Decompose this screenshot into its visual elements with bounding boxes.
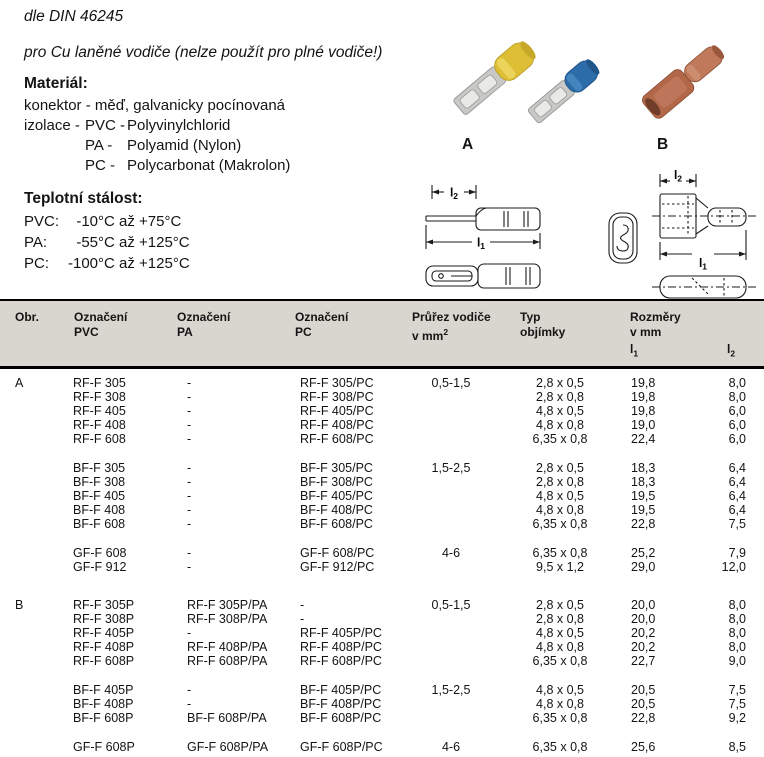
cell-obr [0, 683, 59, 697]
table-row [0, 612, 764, 626]
cell-pa: - [187, 683, 192, 697]
cell-obr [0, 404, 59, 418]
cell-typ: 4,8 x 0,8 [536, 503, 584, 517]
cell-pvc: BF-F 608 [73, 517, 126, 531]
cell-obr [0, 489, 59, 503]
cell-prurez [397, 390, 505, 404]
cell-pc: GF-F 608P/PC [300, 740, 383, 754]
cell-obr [0, 697, 59, 711]
dimension-diagram-a [418, 181, 568, 303]
cell-obr [0, 546, 59, 560]
cell-pvc: RF-F 405P [73, 626, 135, 640]
cell-pvc: RF-F 305P [73, 598, 135, 612]
cell-pvc: BF-F 405P [73, 683, 134, 697]
cell-typ: 6,35 x 0,8 [532, 517, 588, 531]
cell-pa: RF-F 608P/PA [187, 654, 268, 668]
cell-prurez [397, 654, 505, 668]
column-header-typ: Typ objímky [520, 310, 566, 339]
temp-label-pa: PA: [24, 234, 48, 251]
cell-typ: 4,8 x 0,5 [536, 404, 584, 418]
dim-l2-label: $l_2$ [673, 170, 683, 184]
material-abbr-pvc: PVC - [85, 117, 126, 134]
cell-prurez: 0,5-1,5 [431, 376, 471, 390]
usage-note: pro Cu laněné vodiče (nelze použít pro plné vodiče!) [24, 44, 383, 61]
temperature-row [24, 232, 190, 253]
cell-obr [0, 626, 59, 640]
cell-typ: 6,35 x 0,8 [532, 711, 588, 725]
izolace-prefix: izolace - [24, 117, 80, 134]
cell-obr [0, 711, 59, 725]
connector-photo-a [433, 20, 618, 132]
column-header-rozmery-l1: Rozměry v mm $l_1$ [615, 301, 710, 366]
cell-pa: - [187, 503, 192, 517]
cell-typ: 6,35 x 0,8 [532, 546, 588, 560]
table-row [0, 654, 764, 668]
cell-l2: 8,0 [728, 390, 746, 404]
temp-value-pc: -100°C až +125°C [68, 255, 190, 272]
table-group [0, 683, 764, 725]
cell-l1: 18,3 [631, 461, 656, 475]
temperature-section [24, 188, 190, 274]
cell-l2: 6,0 [728, 418, 746, 432]
cell-l1: 19,8 [631, 404, 656, 418]
connector-photo-b [633, 20, 758, 132]
cell-l1: 22,8 [631, 517, 656, 531]
cell-l2: 12,0 [721, 560, 746, 574]
cell-pc: BF-F 405/PC [300, 489, 373, 503]
cell-prurez [397, 626, 505, 640]
cell-pvc: RF-F 408P [73, 640, 135, 654]
cell-obr [0, 503, 59, 517]
material-name-pvc: Polyvinylchlorid [127, 117, 231, 134]
cell-pc: RF-F 608/PC [300, 432, 374, 446]
yellow-connector [450, 37, 539, 118]
cell-pa: RF-F 408P/PA [187, 640, 268, 654]
temperature-title: Teplotní stálost: [24, 190, 143, 207]
cell-pvc: BF-F 408P [73, 697, 134, 711]
cell-prurez: 4-6 [441, 740, 461, 754]
dimension-diagram-b [648, 170, 764, 308]
cell-typ: 9,5 x 1,2 [536, 560, 584, 574]
cell-pvc: RF-F 405 [73, 404, 126, 418]
material-section [24, 74, 290, 176]
cell-pa: - [187, 517, 192, 531]
cell-pa: BF-F 608P/PA [187, 711, 267, 725]
cell-typ: 2,8 x 0,8 [536, 390, 584, 404]
cell-l1: 19,8 [631, 390, 656, 404]
cell-pc: RF-F 405P/PC [300, 626, 382, 640]
cell-pa: - [187, 390, 192, 404]
cell-pc: RF-F 308/PC [300, 390, 374, 404]
cell-pc: - [300, 612, 305, 626]
cell-pc: BF-F 608/PC [300, 517, 373, 531]
cell-prurez [397, 503, 505, 517]
cell-l2: 7,5 [728, 683, 746, 697]
cell-pc: BF-F 608P/PC [300, 711, 382, 725]
cell-typ: 4,8 x 0,5 [536, 683, 584, 697]
din-standard-note: dle DIN 46245 [24, 8, 124, 25]
cell-l1: 20,2 [631, 640, 656, 654]
cell-l2: 9,0 [728, 654, 746, 668]
table-row [0, 740, 764, 754]
table-group [0, 740, 764, 754]
cell-pc: GF-F 608/PC [300, 546, 375, 560]
cell-l1: 19,8 [631, 376, 656, 390]
cell-pc: - [300, 598, 305, 612]
table-row [0, 489, 764, 503]
cell-pa: - [187, 475, 192, 489]
cell-pvc: RF-F 608 [73, 432, 126, 446]
cell-l1: 25,6 [631, 740, 656, 754]
cell-prurez [397, 612, 505, 626]
cell-l1: 29,0 [631, 560, 656, 574]
cell-typ: 4,8 x 0,8 [536, 418, 584, 432]
cell-obr [0, 612, 59, 626]
cell-pc: BF-F 408/PC [300, 503, 373, 517]
table-row [0, 626, 764, 640]
temp-label-pc: PC: [24, 255, 50, 272]
cell-typ: 2,8 x 0,8 [536, 612, 584, 626]
cell-prurez [397, 432, 505, 446]
cell-l1: 20,2 [631, 626, 656, 640]
temp-label-pvc: PVC: [24, 213, 60, 230]
cell-pvc: RF-F 305 [73, 376, 126, 390]
table-section-a [0, 376, 764, 574]
cell-prurez [397, 404, 505, 418]
temp-value-pvc: -10°C až +75°C [68, 213, 182, 230]
cell-typ: 2,8 x 0,5 [536, 376, 584, 390]
dim-l2-header: $l_2$ [727, 341, 736, 358]
cell-pa: - [187, 432, 192, 446]
table-row [0, 432, 764, 446]
cell-pvc: BF-F 305 [73, 461, 126, 475]
cell-l1: 18,3 [631, 475, 656, 489]
table-row [0, 461, 764, 475]
cell-typ: 6,35 x 0,8 [532, 432, 588, 446]
cell-typ: 4,8 x 0,5 [536, 489, 584, 503]
cell-prurez: 1,5-2,5 [431, 461, 471, 475]
cell-typ: 2,8 x 0,5 [536, 461, 584, 475]
cell-obr [0, 432, 59, 446]
cell-obr [0, 560, 59, 574]
temp-value-pa: -55°C až +125°C [68, 234, 190, 251]
cell-l2: 6,4 [728, 503, 746, 517]
column-header-prurez: Průřez vodiče v $mm^2$ [412, 310, 491, 343]
cell-l2: 6,4 [728, 461, 746, 475]
cell-l2: 8,0 [728, 598, 746, 612]
contact-cross-section [602, 208, 644, 270]
cell-prurez: 1,5-2,5 [431, 683, 471, 697]
cell-pvc: GF-F 912 [73, 560, 127, 574]
cell-l1: 19,5 [631, 503, 656, 517]
cell-typ: 4,8 x 0,8 [536, 697, 584, 711]
table-row [0, 390, 764, 404]
cell-pvc: RF-F 408 [73, 418, 126, 432]
brown-connector [640, 39, 730, 121]
table-row [0, 598, 764, 612]
cell-pa: - [187, 626, 192, 640]
table-row [0, 376, 764, 390]
cell-pc: BF-F 305/PC [300, 461, 373, 475]
cell-obr [0, 461, 59, 475]
cell-typ: 2,8 x 0,5 [536, 598, 584, 612]
specification-table [0, 299, 764, 754]
cell-prurez [397, 697, 505, 711]
cell-l2: 7,5 [728, 517, 746, 531]
cell-pa: - [187, 404, 192, 418]
cell-typ: 4,8 x 0,8 [536, 640, 584, 654]
material-izolace-row [24, 136, 290, 156]
cell-pa: - [187, 461, 192, 475]
cell-obr: B [15, 598, 24, 612]
cell-pa: GF-F 608P/PA [187, 740, 269, 754]
cell-obr [0, 418, 59, 432]
cell-l2: 6,4 [728, 489, 746, 503]
cell-pvc: BF-F 608P [73, 711, 134, 725]
column-header-pvc: Označení PVC [74, 310, 128, 339]
figure-label-b: B [657, 136, 669, 153]
cell-obr: A [15, 376, 24, 390]
cell-pc: RF-F 408/PC [300, 418, 374, 432]
table-row [0, 404, 764, 418]
cell-l2: 8,5 [728, 740, 746, 754]
cell-pa: - [187, 376, 192, 390]
cell-pa: - [187, 489, 192, 503]
dim-l1-label: $l_1$ [476, 235, 486, 251]
table-group [0, 461, 764, 531]
material-izolace-row [24, 116, 290, 136]
dim-l2-label: $l_2$ [449, 185, 459, 201]
cell-l1: 22,4 [631, 432, 656, 446]
cell-l1: 20,0 [631, 612, 656, 626]
cell-pc: GF-F 912/PC [300, 560, 375, 574]
table-row [0, 475, 764, 489]
table-section-b [0, 598, 764, 754]
cell-prurez [397, 489, 505, 503]
column-header-obr: Obr. [15, 310, 40, 324]
cell-pa: - [187, 546, 192, 560]
cell-pa: - [187, 560, 192, 574]
cell-pvc: BF-F 408 [73, 503, 126, 517]
material-title: Materiál: [24, 75, 88, 92]
cell-l2: 9,2 [728, 711, 746, 725]
cell-l1: 20,0 [631, 598, 656, 612]
table-row [0, 517, 764, 531]
cell-l1: 22,7 [631, 654, 656, 668]
column-header-pa: Označení PA [177, 310, 231, 339]
cell-l2: 8,0 [728, 612, 746, 626]
cell-l1: 20,5 [631, 683, 656, 697]
cell-typ: 2,8 x 0,8 [536, 475, 584, 489]
material-abbr-pa: PA - [85, 137, 113, 154]
cell-pvc: BF-F 308 [73, 475, 126, 489]
table-row [0, 560, 764, 574]
dim-l1-label: $l_1$ [698, 256, 708, 272]
cell-pc: BF-F 408P/PC [300, 697, 382, 711]
cell-pa: RF-F 308P/PA [187, 612, 268, 626]
table-row [0, 503, 764, 517]
cell-pc: RF-F 408P/PC [300, 640, 382, 654]
cell-l2: 8,0 [728, 640, 746, 654]
cell-obr [0, 390, 59, 404]
cell-l2: 7,9 [728, 546, 746, 560]
cell-l2: 8,0 [728, 626, 746, 640]
cell-typ: 4,8 x 0,5 [536, 626, 584, 640]
material-name-pc: Polycarbonat (Makrolon) [127, 157, 291, 174]
figure-label-a: A [462, 136, 474, 153]
cell-pvc: BF-F 405 [73, 489, 126, 503]
cell-prurez [397, 418, 505, 432]
column-header-l2 [710, 301, 764, 366]
material-name-pa: Polyamid (Nylon) [127, 137, 242, 154]
table-row [0, 418, 764, 432]
cell-l1: 19,0 [631, 418, 656, 432]
cell-obr [0, 475, 59, 489]
cell-l2: 6,0 [728, 404, 746, 418]
cell-pvc: GF-F 608 [73, 546, 127, 560]
table-row [0, 640, 764, 654]
table-row [0, 546, 764, 560]
temperature-row [24, 211, 190, 232]
cell-prurez: 4-6 [441, 546, 461, 560]
cell-prurez [397, 711, 505, 725]
cell-prurez: 0,5-1,5 [431, 598, 471, 612]
cell-pvc: RF-F 608P [73, 654, 135, 668]
cell-pa: - [187, 697, 192, 711]
cell-pc: RF-F 305/PC [300, 376, 374, 390]
cell-prurez [397, 475, 505, 489]
cell-pvc: RF-F 308P [73, 612, 135, 626]
cell-pc: BF-F 308/PC [300, 475, 373, 489]
cell-pc: BF-F 405P/PC [300, 683, 382, 697]
cell-pa: - [187, 418, 192, 432]
table-row [0, 683, 764, 697]
cell-typ: 6,35 x 0,8 [532, 654, 588, 668]
cell-l2: 6,0 [728, 432, 746, 446]
material-abbr-pc: PC - [85, 157, 115, 174]
cell-l1: 25,2 [631, 546, 656, 560]
cell-prurez [397, 560, 505, 574]
table-row [0, 697, 764, 711]
cell-typ: 6,35 x 0,8 [532, 740, 588, 754]
cell-l1: 19,5 [631, 489, 656, 503]
cell-pc: RF-F 405/PC [300, 404, 374, 418]
cell-pvc: GF-F 608P [73, 740, 135, 754]
table-group [0, 376, 764, 446]
column-header-pc: Označení PC [295, 310, 349, 339]
cell-l2: 8,0 [728, 376, 746, 390]
cell-pa: RF-F 305P/PA [187, 598, 268, 612]
blue-connector [526, 56, 603, 126]
table-group [0, 598, 764, 668]
table-header [0, 299, 764, 369]
cell-prurez [397, 640, 505, 654]
cell-obr [0, 517, 59, 531]
cell-pvc: RF-F 308 [73, 390, 126, 404]
table-group [0, 546, 764, 574]
cell-l2: 6,4 [728, 475, 746, 489]
table-body [0, 369, 764, 754]
cell-l1: 22,8 [631, 711, 656, 725]
cell-pc: RF-F 608P/PC [300, 654, 382, 668]
cell-l1: 20,5 [631, 697, 656, 711]
cell-obr [0, 740, 59, 754]
cell-l2: 7,5 [728, 697, 746, 711]
temperature-row [24, 253, 190, 274]
cell-prurez [397, 517, 505, 531]
table-row [0, 711, 764, 725]
material-izolace-row [24, 156, 290, 176]
material-konektor-line: konektor - měď, galvanicky pocínovaná [24, 97, 286, 114]
cell-obr [0, 654, 59, 668]
dim-l1-header: $l_1$ [630, 341, 639, 358]
cell-obr [0, 640, 59, 654]
